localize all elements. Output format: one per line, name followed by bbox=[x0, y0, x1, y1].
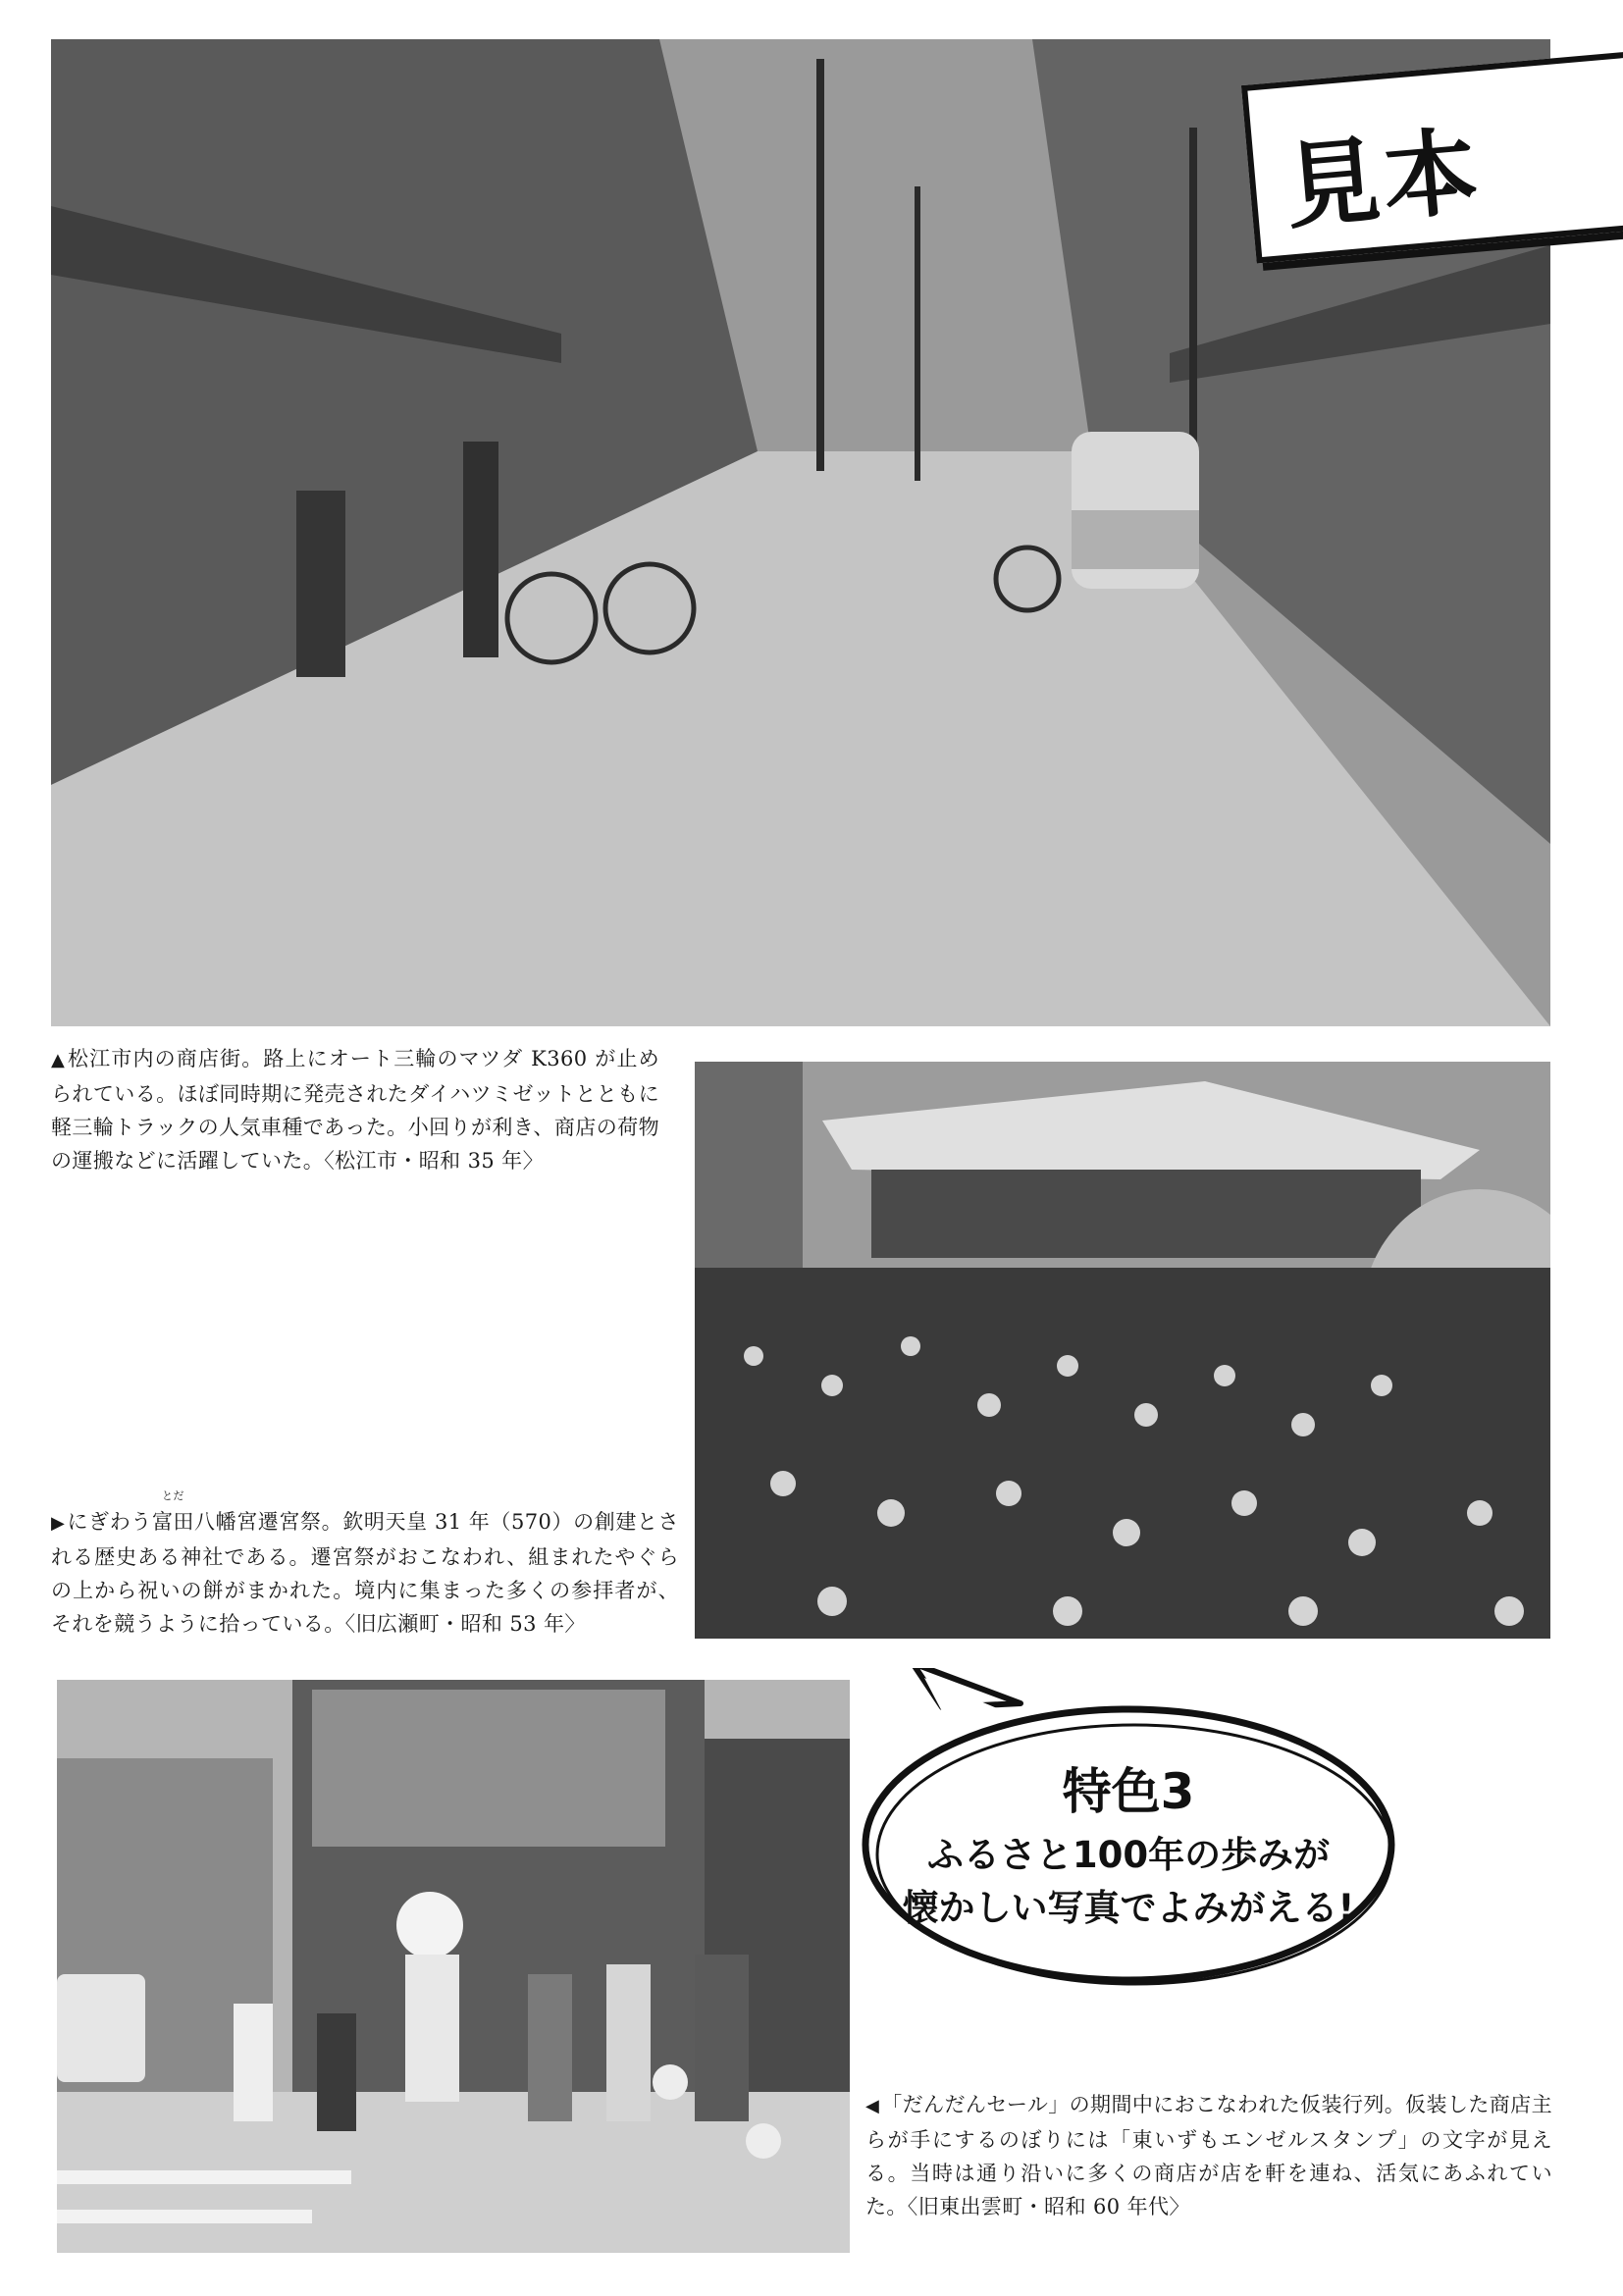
caption-costume-parade bbox=[865, 2088, 1552, 2223]
feature-speech-bubble bbox=[854, 1668, 1403, 2002]
sample-tag-label: 見本 bbox=[1281, 116, 1487, 243]
caption-shrine-festival bbox=[51, 1489, 680, 1641]
caption-text-before: にぎわう bbox=[67, 1510, 152, 1534]
caption-shopping-street bbox=[51, 1042, 659, 1177]
caption-arrow-up-icon: ▲ bbox=[51, 1050, 66, 1070]
caption-arrow-right-icon: ▶ bbox=[51, 1513, 66, 1534]
caption-text-after: 八幡宮遷宮祭。欽明天皇 31 年（570）の創建とされる歴史ある神社である。遷宮祭がおこなわれ、組まれたやぐらの上から祝いの餅がまかれた。境内に集まった多くの参拝者が、それを競うように拾っている。〈旧広瀬町・昭和 53 年〉 bbox=[51, 1510, 680, 1636]
ruby-reading: とだ bbox=[161, 1489, 184, 1502]
photo-shrine-festival bbox=[695, 1062, 1550, 1639]
feature-line-2: 懐かしい写真でよみがえる! bbox=[902, 1887, 1355, 1929]
ruby-base: 富田 bbox=[151, 1510, 194, 1534]
caption-arrow-left-icon: ◀ bbox=[865, 2096, 880, 2116]
caption-text: 「だんだんセール」の期間中におこなわれた仮装行列。仮装した商店主らが手にするのぼりには「東いずもエンゼルスタンプ」の文字が見える。当時は通り沿いに多くの商店が店を軒を連ね、活気にあふれていた。〈旧東出雲町・昭和 60 年代〉 bbox=[865, 2093, 1552, 2218]
caption-text: 松江市内の商店街。路上にオート三輪のマツダ K360 が止められている。ほぼ同時期に発売されたダイハツミゼットとともに軽三輪トラックの人気車種であった。小回りが利き、商店の荷物の運搬などに活躍していた。〈松江市・昭和 35 年〉 bbox=[51, 1047, 659, 1173]
feature-line-1: ふるさと100年の歩みが bbox=[926, 1834, 1331, 1876]
sample-tag bbox=[1241, 49, 1623, 264]
ruby-annotation bbox=[151, 1489, 194, 1539]
photo-costume-parade bbox=[57, 1680, 850, 2253]
feature-title: 特色3 bbox=[1062, 1763, 1195, 1820]
